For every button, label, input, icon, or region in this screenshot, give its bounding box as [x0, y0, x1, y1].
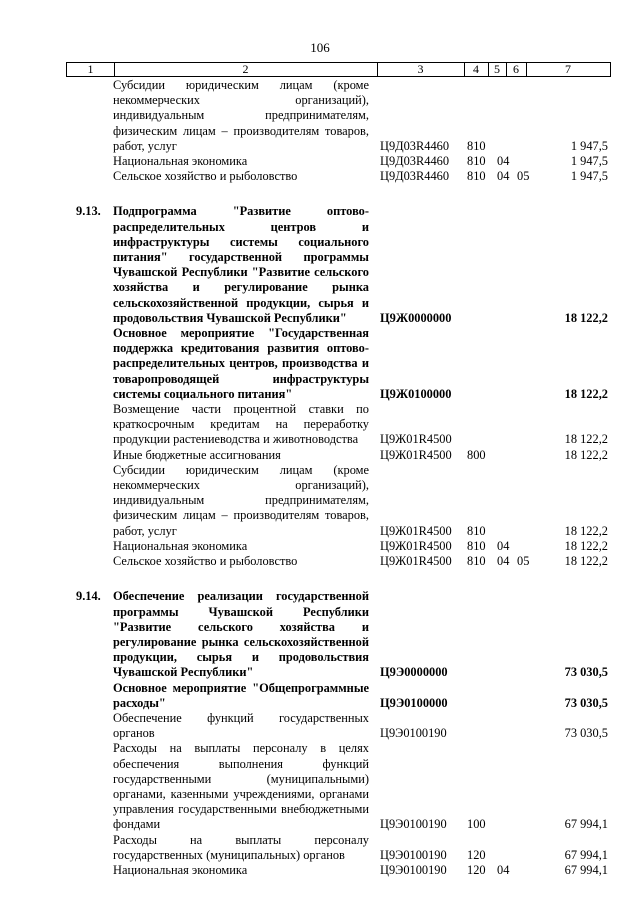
- row-amount: 18 122,2: [564, 523, 608, 538]
- row-code: Ц9Э0100190: [380, 862, 447, 877]
- row-vr: 810: [467, 523, 486, 538]
- header-col-7: 7: [565, 62, 571, 76]
- row-vr: 120: [467, 847, 486, 862]
- row-pr: 05: [517, 554, 530, 569]
- row-number: 9.13.: [76, 204, 101, 219]
- row-pr: 05: [517, 169, 530, 184]
- table-row: [0, 711, 640, 741]
- row-rz: 04: [497, 554, 510, 569]
- row-vr: 100: [467, 817, 486, 832]
- table-row: [0, 326, 640, 402]
- row-amount: 73 030,5: [564, 695, 608, 710]
- row-code: Ц9Э0000000: [380, 665, 448, 680]
- table-row: [0, 554, 640, 569]
- row-code: Ц9Ж0100000: [380, 386, 452, 401]
- row-code: Ц9Э0100190: [380, 847, 447, 862]
- row-name: Национальная экономика: [113, 538, 248, 553]
- table-row: [0, 78, 640, 154]
- row-code: Ц9Ж01R4500: [380, 538, 452, 553]
- table-row: [0, 741, 640, 832]
- row-name: Расходы на выплаты персоналу в целях обеспечения выполнения функций государственными (муниципальными) органами, казенными учреждениями, органами управления государственными внебюджетными фондами: [113, 741, 369, 832]
- row-code: Ц9Э0100000: [380, 695, 448, 710]
- row-name: Субсидии юридическим лицам (кроме некоммерческих организаций), индивидуальным предпринимателям, физическим лицам – производителям товаров, работ, услуг: [113, 78, 369, 153]
- row-vr: 810: [467, 554, 486, 569]
- row-vr: 810: [467, 538, 486, 553]
- row-rz: 04: [497, 862, 510, 877]
- row-code: Ц9Ж01R4500: [380, 523, 452, 538]
- row-name: Основное мероприятие "Общепрограммные расходы": [113, 680, 369, 710]
- row-number: 9.14.: [76, 589, 101, 604]
- row-amount: 67 994,1: [564, 847, 608, 862]
- row-name: Подпрограмма "Развитие оптово-распределительных центров и инфраструктуры системы социального питания" государственной программы Чувашской Республики "Развитие сельского хозяйства и регулирование рынка сельскохозяйственной продукции, сырья и продовольствия Чувашской Республики": [113, 204, 369, 325]
- row-name: Обеспечение функций государственных органов: [113, 710, 369, 741]
- header-col-5: 5: [494, 62, 500, 76]
- row-name: Субсидии юридическим лицам (кроме некоммерческих организаций), индивидуальным предпринимателям, физическим лицам – производителям товаров, работ, услуг: [113, 462, 369, 538]
- row-amount: 73 030,5: [564, 665, 608, 680]
- row-vr: 810: [467, 154, 486, 169]
- row-code: Ц9Д03R4460: [380, 154, 450, 169]
- row-amount: 1 947,5: [570, 138, 608, 153]
- row-name: Основное мероприятие "Государственная поддержка кредитования развития оптово-распределительных центров, производства и товаропроводящей инфраструктуры системы социального питания": [113, 326, 369, 401]
- table-row: [0, 863, 640, 878]
- row-name: Сельское хозяйство и рыболовство: [113, 169, 298, 184]
- row-code: Ц9Ж01R4500: [380, 432, 452, 447]
- row-name: Обеспечение реализации государственной программы Чувашской Республики "Развитие сельского хозяйства и регулирование рынка сельскохозяйственной продукции, сырья и продовольствия Чувашской Республики": [113, 589, 369, 680]
- row-amount: 18 122,2: [564, 386, 608, 401]
- row-amount: 73 030,5: [564, 726, 608, 741]
- table-row: [0, 402, 640, 448]
- table-row: [0, 539, 640, 554]
- row-rz: 04: [497, 538, 510, 553]
- row-amount: 18 122,2: [564, 432, 608, 447]
- row-code: Ц9Ж01R4500: [380, 447, 452, 462]
- header-col-4: 4: [473, 62, 479, 76]
- row-code: Ц9Ж0000000: [380, 310, 452, 325]
- row-amount: 1 947,5: [570, 154, 608, 169]
- table-body: [0, 78, 640, 878]
- row-vr: 800: [467, 447, 486, 462]
- row-vr: 810: [467, 169, 486, 184]
- row-code: Ц9Д03R4460: [380, 169, 450, 184]
- row-amount: 18 122,2: [564, 447, 608, 462]
- page-number: 106: [310, 40, 330, 55]
- row-name: Национальная экономика: [113, 154, 248, 169]
- row-amount: 18 122,2: [564, 554, 608, 569]
- table-header: [66, 62, 611, 77]
- row-amount: 18 122,2: [564, 310, 608, 325]
- row-amount: 67 994,1: [564, 862, 608, 877]
- row-vr: 120: [467, 862, 486, 877]
- row-name: Возмещение части процентной ставки по краткосрочным кредитам на переработку продукции растениеводства и животноводства: [113, 402, 369, 447]
- row-name: Иные бюджетные ассигнования: [113, 447, 281, 462]
- row-code: Ц9Д03R4460: [380, 138, 450, 153]
- table-row: [0, 589, 640, 680]
- row-amount: 67 994,1: [564, 817, 608, 832]
- table-row: [0, 463, 640, 539]
- header-col-3: 3: [417, 62, 424, 76]
- header-col-2: 2: [242, 62, 249, 76]
- row-code: Ц9Ж01R4500: [380, 554, 452, 569]
- row-name: Сельское хозяйство и рыболовство: [113, 554, 298, 569]
- table-row: [0, 681, 640, 711]
- table-row: [0, 154, 640, 169]
- header-col-1: 1: [87, 62, 94, 76]
- row-amount: 18 122,2: [564, 538, 608, 553]
- row-vr: 810: [467, 138, 486, 153]
- row-code: Ц9Э0100190: [380, 726, 447, 741]
- table-row: [0, 833, 640, 863]
- row-name: Национальная экономика: [113, 862, 248, 877]
- table-row: [0, 448, 640, 463]
- table-row: [0, 204, 640, 326]
- row-code: Ц9Э0100190: [380, 817, 447, 832]
- table-row: [0, 169, 640, 184]
- row-rz: 04: [497, 169, 510, 184]
- row-rz: 04: [497, 154, 510, 169]
- row-name: Расходы на выплаты персоналу государственных (муниципальных) органов: [113, 832, 369, 862]
- header-col-6: 6: [513, 62, 519, 76]
- row-amount: 1 947,5: [570, 169, 608, 184]
